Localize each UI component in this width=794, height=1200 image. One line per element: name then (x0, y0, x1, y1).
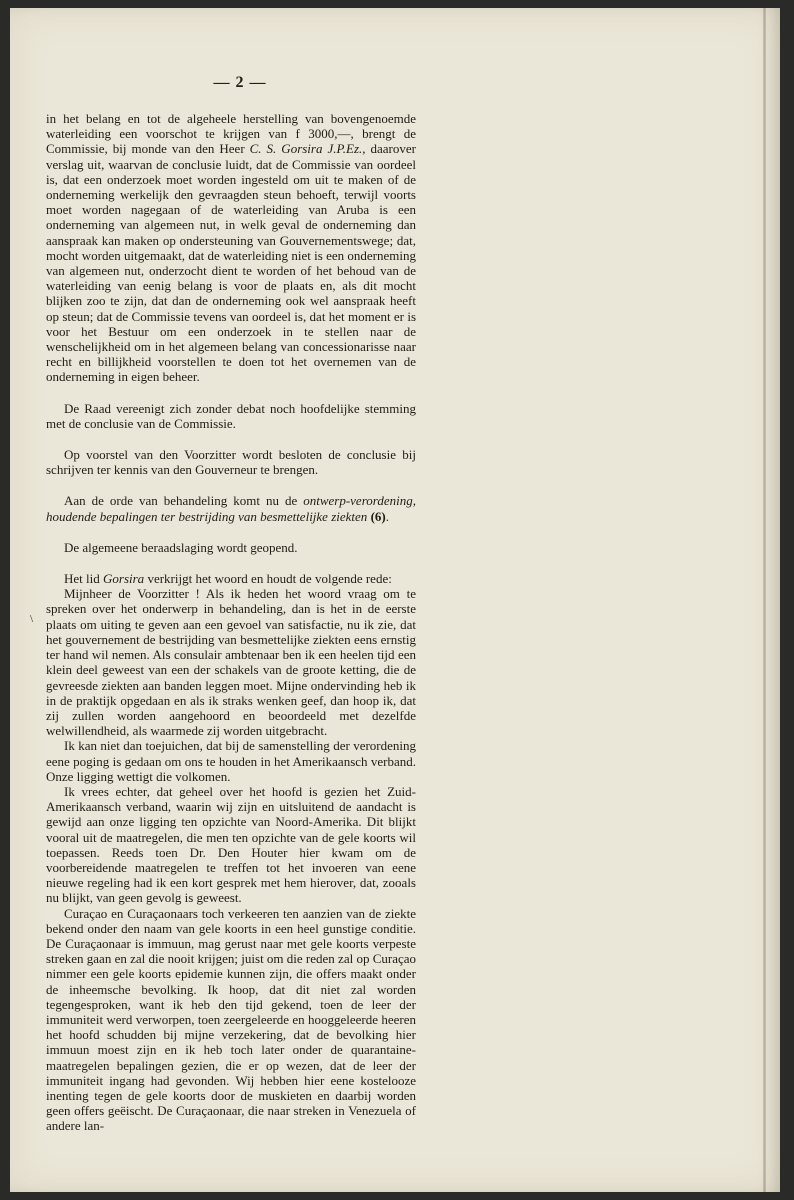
paragraph-speaker-intro: Het lid Gorsira verkrijgt het woord en houdt de volgende rede: (64, 571, 392, 587)
paragraph-speech-2: Ik kan niet dan toejuichen, dat bij de samenstelling der verordening eene poging is gedaan om ons te houden in het Amerikaansch verband. Onze ligging wettigt die volkomen. (46, 738, 416, 784)
reference-number: (6) (370, 508, 386, 524)
document-page (10, 8, 780, 1192)
paragraph-agenda-item: Aan de orde van behandeling komt nu de ontwerp-verordening, houdende bepalingen ter bestrijding van besmettelijke ziekten (6). (46, 493, 416, 524)
paragraph-chairman-proposal: Op voorstel van den Voorzitter wordt besloten de conclusie bij schrijven ter kennis van den Gouverneur te brengen. (46, 447, 416, 478)
margin-mark: \ (30, 613, 34, 625)
paragraph-speech-4: Curaçao en Curaçaonaars toch verkeeren ten aanzien van de ziekte bekend onder den naam van gele koorts in een heel gunstige conditie. De Curaçaonaar is immuun, mag gerust naar met gele koorts verpeste streken gaan en zal die nooit krijgen; juist om die reden zal op Curaçao nimmer een gele koorts epidemie kunnen zijn, die offers maakt onder de inheemsche bevolking. Ik hoop, dat dit niet zal worden tegengesproken, want ik heb den tijd gekend, toen de leer der immuniteit werd verworpen, toen zeergeleerde en hooggeleerde heeren het hoofd schudden bij mijne verzekering, dat de bevolking hier immuun moest zijn en ik heb toch later onder de quarantaine-maatregelen bepalingen gezien, die er op wezen, dat de leer der immuniteit ingang had gevonden. Wij hebben hier eene kostelooze inenting tegen de gele koorts door de muskieten en daarbij worden geen offers geëischt. De Curaçaonaar, die naar streken in Venezuela of andere lan- (46, 905, 417, 1134)
page-spine-shadow (763, 8, 766, 1192)
paragraph-deliberation-opened: De algemeene beraadslaging wordt geopend. (64, 539, 298, 555)
paragraph-speech-3: Ik vrees echter, dat geheel over het hoofd is gezien het Zuid-Amerikaansch verband, waarin wij zijn en uitsluitend de aandacht is gewijd aan onze ligging ten opzichte van Noord-Amerika. Dit blijkt vooral uit de maatregelen, die men ten opzichte van de gele koorts wil toepassen. Reeds toen Dr. Den Houter hier kwam om de voorbereidende maatregelen te treffen tot het invoeren van eene nieuwe regeling had ik een kort gesprek met hem hierover, dat, zooals nu blijkt, van geen gevolg is geweest. (46, 783, 416, 906)
paragraph-commission-report: in het belang en tot de algeheele herstelling van bovengenoemde waterleiding een voorschot te krijgen van f 3000,—, brengt de Commissie, bij monde van den Heer C. S. Gorsira J.P.Ez., daarover verslag uit, waarvan de conclusie luidt, dat de Commissie van oordeel is, dat een onderzoek moet worden ingesteld om uit te maken of de onderneming werkelijk den gevraagden steun behoeft, terwijl voorts moet worden nagegaan of de waterleiding van Aruba is een onderneming van algemeen nut, in welk geval de onderneming dan aanspraak kan maken op ondersteuning van Gouvernementswege; dat, mocht worden uitgemaakt, dat de waterleiding niet is een onderneming van algemeen nut, onderzocht dient te worden of het behoud van de waterleiding van eenig belang is voor de plaats en, als dit mocht blijken zoo te zijn, dat dan de onderneming ook wel aanspraak heeft op steun; dat de Commissie tevens van oordeel is, dat het moment er is voor het Bestuur om een onderzoek in te stellen naar de wenschelijkheid om in het algemeen belang van concessionarisse naar recht en billijkheid voorstellen te doen tot het overnemen van de onderneming in eigen beheer. (46, 111, 416, 385)
paragraph-speech-1: Mijnheer de Voorzitter ! Als ik heden het woord vraag om te spreken over het onderwerp in behandeling, dan is het in de eerste plaats om uiting te geven aan een gevoel van satisfactie, nu ik zie, dat het gouvernement de bestrijding van besmettelijke ziekten eens ernstig ter hand wil nemen. Als consulair ambtenaar ben ik een heelen tijd een klein deel geweest van een der schakels van de groote ketting, die de gevreesde ziekten aan banden leggen moet. Mijne ondervinding heb ik in de praktijk opgedaan en als ik straks wenken geef, dan hoop ik, dat zij zullen worden aangehoord en beoordeeld met dezelfde welwillendheid, als waarmede zij worden uitgebracht. (46, 586, 416, 739)
body-text (46, 111, 416, 1134)
member-name: C. S. Gorsira J.P.Ez. (249, 141, 363, 157)
ordinance-title: ontwerp-verordening, houdende bepalingen ter bestrijding van besmettelijke ziekten (46, 493, 416, 524)
speaker-name: Gorsira (103, 571, 145, 587)
paragraph-council-agrees: De Raad vereenigt zich zonder debat noch hoofdelijke stemming met de conclusie van de Commissie. (46, 400, 416, 431)
page-number: — 2 — (213, 74, 267, 91)
